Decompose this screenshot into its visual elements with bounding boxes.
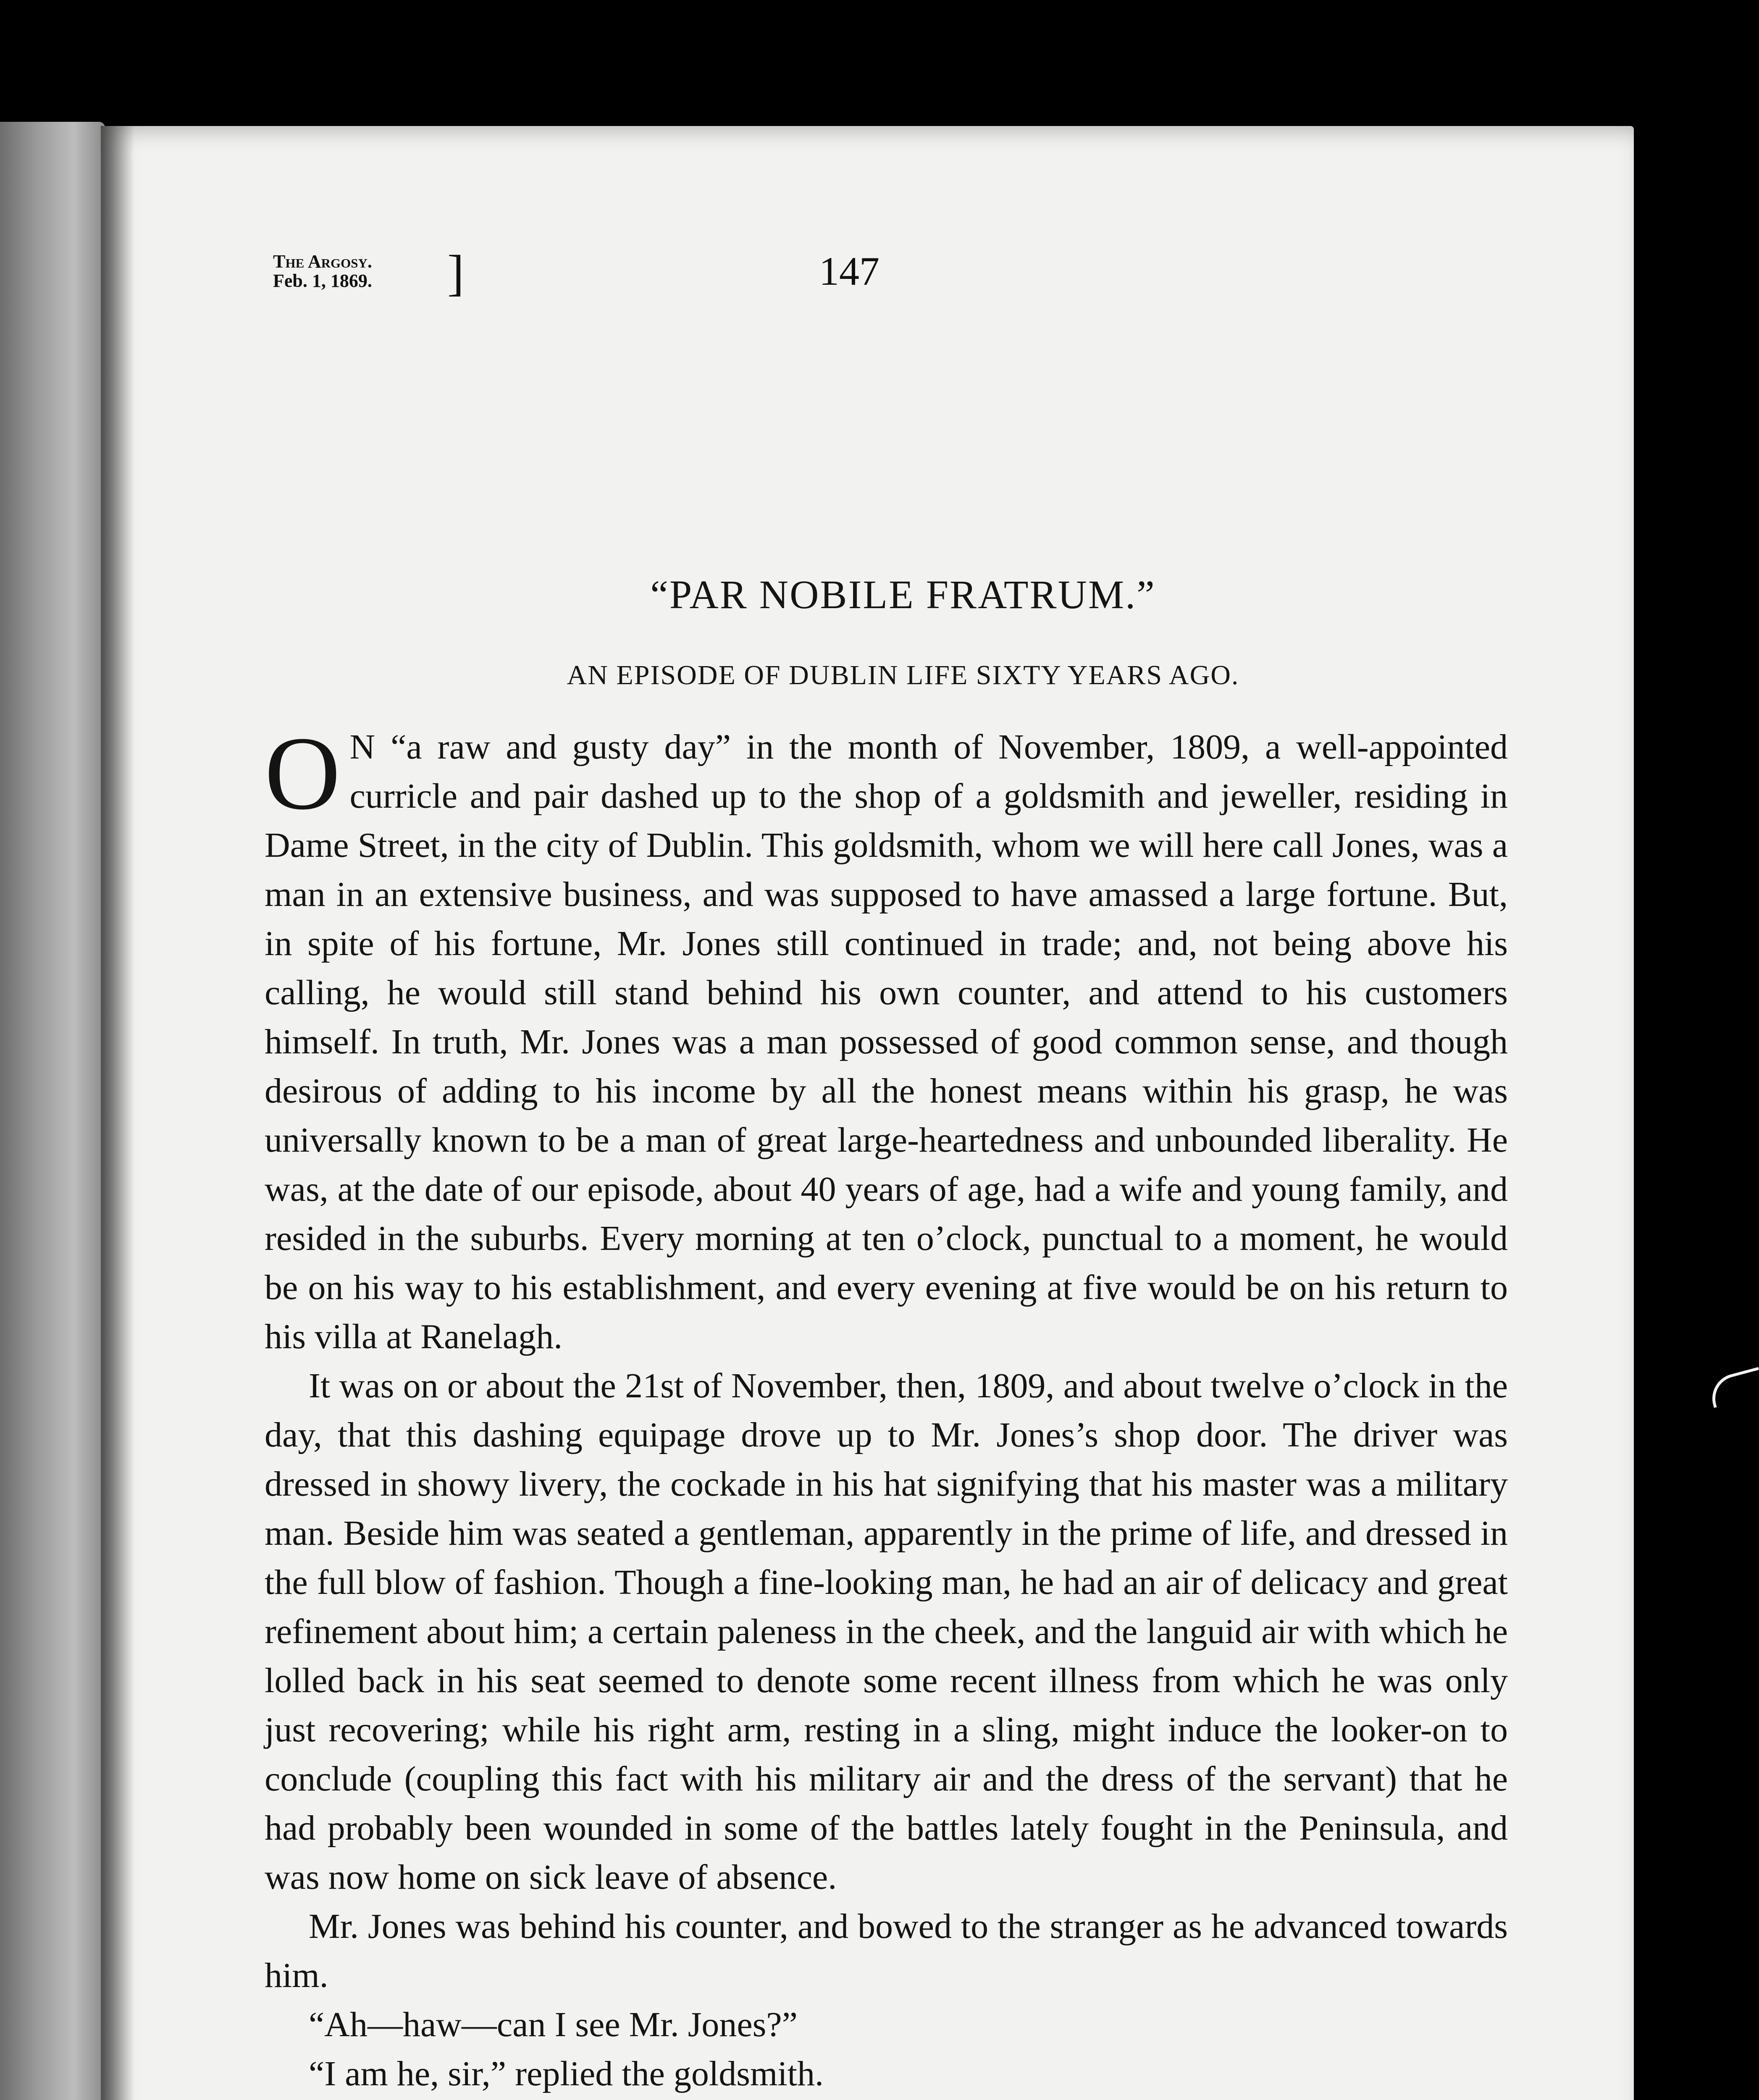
- page-header: [273, 245, 1533, 311]
- journal-name: The Argosy.: [273, 251, 372, 272]
- paragraph: “I am he, sir,” replied the goldsmith.: [309, 2054, 824, 2093]
- page-gutter-shadow: [101, 126, 134, 2100]
- paragraph: [265, 715, 1508, 1361]
- issue-date: Feb. 1, 1869.: [273, 270, 372, 291]
- paragraph: Mr. Jones was behind his counter, and bowed to the stranger as he advanced towards him.: [265, 1907, 1508, 1995]
- article-title: “PAR NOBILE FRATRUM.”: [650, 572, 1156, 617]
- paragraph: It was on or about the 21st of November, then, 1809, and about twelve o’clock in the day, that this dashing equipage drove up to Mr. Jones’s shop door. The driver was dressed in showy livery, the cockade in his hat signifying that his master was a military man. Beside him was seated a gentleman, apparently in the prime of life, and dressed in the full blow of fashion. Though a fine-looking man, he had an air of delicacy and great refinement about him; a certain paleness in the cheek, and the languid air with which he lolled back in his seat seemed to denote some recent illness from which he was only just recovering; while his right arm, resting in a sling, might induce the looker-on to conclude (coupling this fact with his military air and the dress of the servant) that he had probably been wounded in some of the battles lately fought in the Peninsula, and was now home on sick leave of absence.: [265, 1366, 1508, 1897]
- paragraph-text: “a raw and gusty day” in the month of November, 1809, a well-appointed curricle and pair dashed up to the shop of a goldsmith and jeweller, residing in Dame Street, in the city of Dublin. This goldsmith, whom we will here call Jones, was a man in an extensive business, and was supposed to have amassed a large fortune. But, in spite of his fortune, Mr. Jones still continued in trade; and, not being above his calling, he would still stand behind his own counter, and attend to his customers himself. In truth, Mr. Jones was a man possessed of good common sense, and though desirous of adding to his income by all the honest means within his grasp, he was universally known to be a man of great large-heartedness and unbounded liberality. He was, at the date of our episode, about 40 years of age, had a wife and young family, and resided in the suburbs. Every morning at ten o’clock, punctual to a moment, he would be on his way to his establishment, and every evening at five would be on his return to his villa at Ranelagh.: [265, 727, 1508, 1356]
- running-head: [273, 252, 372, 291]
- lead-letters: N: [349, 727, 375, 766]
- page-number: 147: [819, 249, 880, 294]
- facing-page-edge: [0, 122, 105, 2100]
- margin-mark: [1706, 1367, 1759, 1408]
- article-subtitle: AN EPISODE OF DUBLIN LIFE SIXTY YEARS AGO.: [567, 660, 1239, 690]
- paragraph: [265, 2098, 1508, 2100]
- paragraph: “Ah—haw—can I see Mr. Jones?”: [309, 2005, 798, 2044]
- header-bracket: ]: [447, 245, 464, 301]
- article-body: [265, 715, 1508, 2100]
- drop-cap: O: [265, 715, 341, 832]
